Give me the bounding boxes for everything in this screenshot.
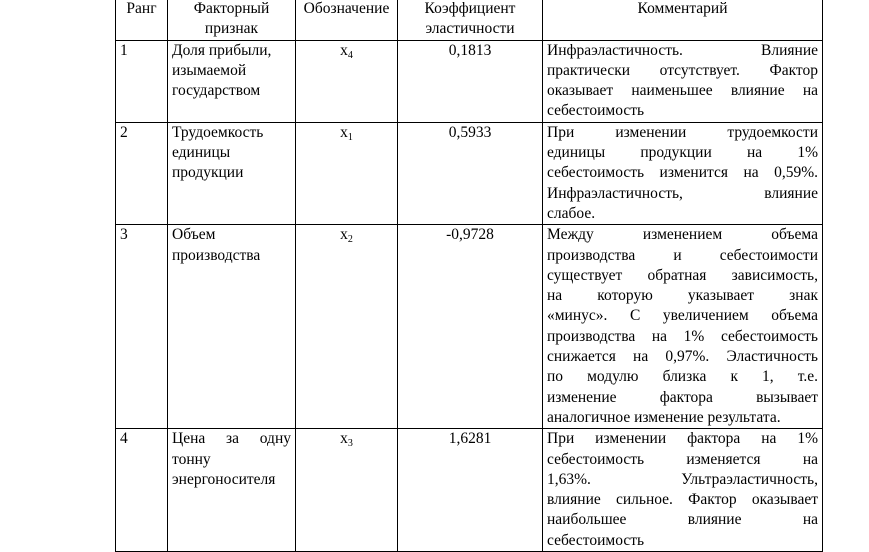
comment-line: себестоимость [547,102,645,120]
comment-line: слабое. [547,204,596,222]
factor-line: энергоносителя [172,470,276,488]
table-row [116,122,823,224]
table-row [116,429,823,552]
symbol-base: x [340,430,348,448]
coef-cell: -0,9728 [398,225,543,429]
factor-line: изымаемой [172,61,247,79]
factor-line: производства [172,246,261,264]
comment-line: При изменении трудоемкости [547,123,818,141]
factor-line: единицы [172,144,231,162]
comment-cell [543,40,823,122]
table-row [116,40,823,122]
coef-cell: 1,6281 [398,429,543,552]
coef-cell: 0,5933 [398,122,543,224]
rank-cell: 1 [116,40,168,122]
symbol-cell [296,429,398,552]
comment-line: аналогичное изменение результата. [547,408,781,426]
header-factor-line2: признак [204,20,259,38]
comment-line: по модулю близка к 1, т.е. [547,368,818,386]
factor-line: государством [172,82,261,100]
symbol-subscript: 1 [347,131,353,143]
comment-line: 1,63%. Ультраэластичность, [547,470,818,488]
comment-line: Инфраэластичность. Влияние [547,41,818,59]
factor-cell [168,122,296,224]
comment-line: При изменении фактора на 1% [547,430,818,448]
factor-line: Объем [172,226,216,244]
comment-line: наибольшее влияние на [547,511,818,529]
factor-line: Доля прибыли, [172,41,272,59]
comment-line: единицы продукции на 1% [547,144,818,162]
comment-line: «минус». С увеличением объема [547,307,818,325]
comment-line: изменение фактора вызывает [547,388,818,406]
symbol-cell [296,122,398,224]
coef-cell: 0,1813 [398,40,543,122]
header-coef-line1: Коэффициент [424,0,516,17]
symbol-cell [296,225,398,429]
rank-cell: 2 [116,122,168,224]
header-coef-line2: эластичности [425,20,515,38]
symbol-subscript: 2 [347,234,353,246]
comment-line: влияние сильное. Фактор оказывает [547,491,818,509]
comment-cell [543,429,823,552]
symbol-base: x [340,226,348,244]
factor-cell [168,429,296,552]
comment-line: себестоимость [547,531,645,549]
symbol-base: x [340,41,348,59]
comment-cell [543,225,823,429]
header-symbol: Обозначение [296,0,398,40]
factor-line: продукции [172,164,244,182]
rank-cell: 3 [116,225,168,429]
factor-line: Цена за одну [172,430,291,448]
factor-cell [168,225,296,429]
comment-line: оказывает наименьшее влияние на [547,82,818,100]
symbol-cell [296,40,398,122]
comment-line: практически отсутствует. Фактор [547,61,818,79]
comment-line: себестоимость изменяется на [547,450,818,468]
comment-line: производства и себестоимости [547,246,818,264]
symbol-subscript: 3 [347,438,353,450]
header-comment: Комментарий [543,0,823,40]
comment-line: Между изменением объема [547,226,818,244]
table-row [116,225,823,429]
comment-cell [543,122,823,224]
symbol-subscript: 4 [347,49,353,61]
comment-line: производства на 1% себестоимость [547,327,818,345]
factor-line: тонну [172,450,211,468]
comment-line: себестоимость изменится на 0,59%. [547,164,818,182]
comment-line: снижается на 0,97%. Эластичность [547,348,818,366]
header-factor-line1: Факторный [193,0,270,17]
table-header-row [116,0,823,40]
factor-line: Трудоемкость [172,123,264,141]
comment-line: Инфраэластичность, влияние [547,184,818,202]
comment-line: существует обратная зависимость, [547,266,818,284]
symbol-base: x [340,123,348,141]
header-factor [168,0,296,40]
header-rank: Ранг [116,0,168,40]
rank-cell: 4 [116,429,168,552]
header-coef [398,0,543,40]
comment-line: на которую указывает знак [547,287,818,305]
elasticity-table [115,0,823,552]
factor-cell [168,40,296,122]
